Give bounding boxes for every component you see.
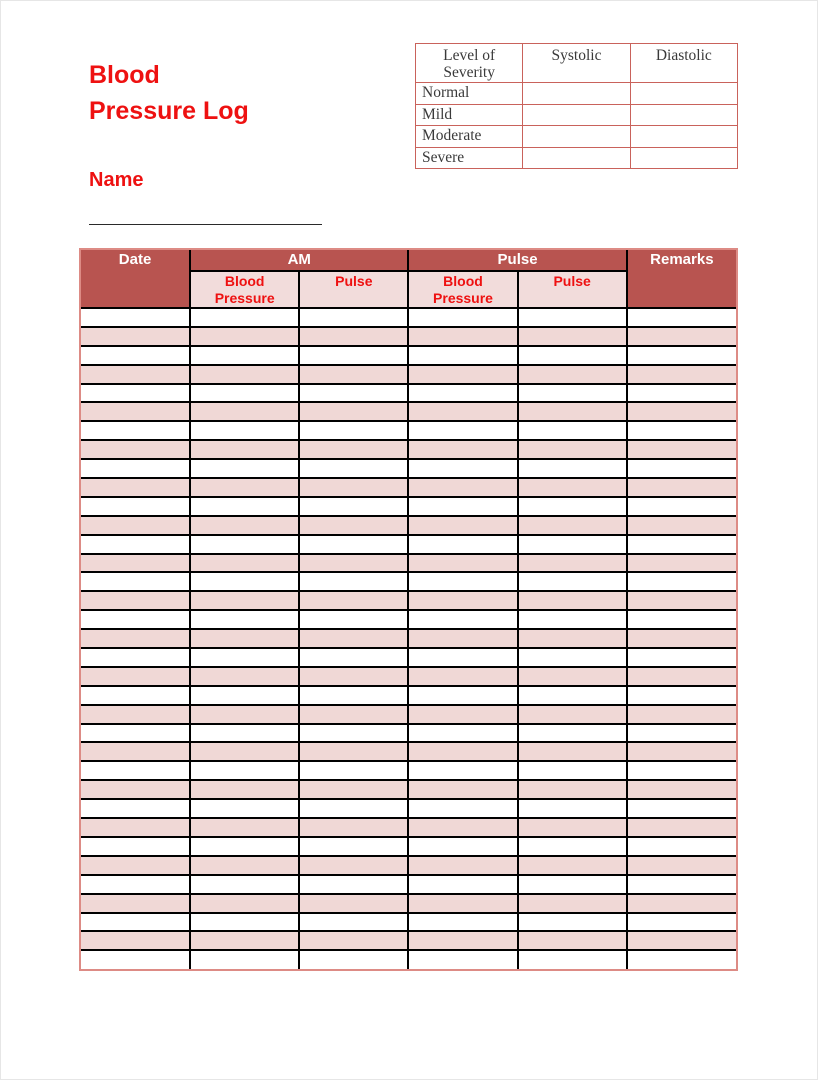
log-cell[interactable] [518, 742, 627, 761]
log-cell[interactable] [81, 459, 190, 478]
log-subheader-am-pulse: Pulse [299, 271, 408, 308]
name-label: Name [89, 169, 144, 191]
log-cell[interactable] [518, 308, 627, 327]
log-cell[interactable] [518, 705, 627, 724]
log-cell[interactable] [518, 667, 627, 686]
log-cell[interactable] [299, 667, 408, 686]
log-cell[interactable] [518, 913, 627, 932]
log-subheader-pm-blood-pressure: Blood Pressure [408, 271, 517, 308]
log-row [81, 384, 736, 403]
log-cell[interactable] [627, 610, 736, 629]
log-cell[interactable] [81, 950, 190, 969]
log-cell[interactable] [627, 384, 736, 403]
log-cell[interactable] [81, 705, 190, 724]
log-cell[interactable] [627, 667, 736, 686]
severity-header-systolic: Systolic [523, 44, 630, 83]
log-row [81, 610, 736, 629]
log-cell[interactable] [518, 837, 627, 856]
log-cell[interactable] [627, 459, 736, 478]
log-cell[interactable] [81, 327, 190, 346]
log-cell[interactable] [81, 799, 190, 818]
log-cell[interactable] [627, 742, 736, 761]
log-cell[interactable] [408, 591, 517, 610]
log-cell[interactable] [81, 591, 190, 610]
log-cell[interactable] [81, 837, 190, 856]
log-cell[interactable] [81, 629, 190, 648]
log-cell[interactable] [627, 497, 736, 516]
log-cell[interactable] [408, 554, 517, 573]
log-cell[interactable] [81, 894, 190, 913]
log-row [81, 837, 736, 856]
log-cell[interactable] [190, 818, 299, 837]
log-row [81, 780, 736, 799]
log-row [81, 686, 736, 705]
log-cell[interactable] [190, 761, 299, 780]
log-cell[interactable] [81, 724, 190, 743]
log-subheader-am-blood-pressure: Blood Pressure [190, 271, 299, 308]
log-cell[interactable] [408, 421, 517, 440]
severity-table-body [416, 83, 738, 169]
log-cell[interactable] [518, 572, 627, 591]
log-cell[interactable] [299, 799, 408, 818]
log-row [81, 516, 736, 535]
severity-level-label: Moderate [416, 126, 523, 148]
log-cell[interactable] [190, 440, 299, 459]
log-cell[interactable] [81, 402, 190, 421]
log-cell[interactable] [299, 591, 408, 610]
log-cell[interactable] [518, 365, 627, 384]
log-cell[interactable] [627, 799, 736, 818]
log-cell[interactable] [518, 894, 627, 913]
log-cell[interactable] [299, 648, 408, 667]
log-cell[interactable] [81, 648, 190, 667]
log-cell[interactable] [190, 346, 299, 365]
log-cell[interactable] [408, 799, 517, 818]
log-cell[interactable] [518, 724, 627, 743]
log-cell[interactable] [81, 440, 190, 459]
log-cell[interactable] [408, 931, 517, 950]
log-cell[interactable] [190, 931, 299, 950]
log-cell[interactable] [190, 421, 299, 440]
log-row [81, 894, 736, 913]
severity-diastolic-cell[interactable] [630, 147, 737, 169]
log-cell[interactable] [408, 440, 517, 459]
log-cell[interactable] [81, 931, 190, 950]
log-cell[interactable] [190, 591, 299, 610]
log-cell[interactable] [81, 818, 190, 837]
log-cell[interactable] [627, 440, 736, 459]
log-cell[interactable] [518, 686, 627, 705]
log-cell[interactable] [299, 478, 408, 497]
severity-row [416, 147, 738, 169]
log-cell[interactable] [190, 629, 299, 648]
log-row [81, 308, 736, 327]
log-cell[interactable] [190, 365, 299, 384]
log-cell[interactable] [627, 572, 736, 591]
log-cell[interactable] [518, 931, 627, 950]
log-cell[interactable] [299, 780, 408, 799]
log-cell[interactable] [81, 554, 190, 573]
log-cell[interactable] [408, 384, 517, 403]
log-cell[interactable] [190, 742, 299, 761]
log-cell[interactable] [627, 894, 736, 913]
log-cell[interactable] [627, 761, 736, 780]
log-cell[interactable] [81, 572, 190, 591]
log-cell[interactable] [190, 856, 299, 875]
log-cell[interactable] [299, 931, 408, 950]
log-cell[interactable] [518, 327, 627, 346]
log-cell[interactable] [190, 837, 299, 856]
log-cell[interactable] [190, 799, 299, 818]
log-cell[interactable] [190, 705, 299, 724]
log-cell[interactable] [408, 667, 517, 686]
log-cell[interactable] [627, 648, 736, 667]
log-row [81, 421, 736, 440]
log-cell[interactable] [190, 667, 299, 686]
log-cell[interactable] [299, 535, 408, 554]
severity-level-label: Severe [416, 147, 523, 169]
log-row [81, 667, 736, 686]
log-cell[interactable] [518, 761, 627, 780]
log-header-date: Date [81, 250, 190, 308]
log-cell[interactable] [408, 629, 517, 648]
log-row [81, 535, 736, 554]
log-row [81, 875, 736, 894]
severity-diastolic-cell[interactable] [630, 83, 737, 105]
log-cell[interactable] [627, 308, 736, 327]
log-cell[interactable] [518, 440, 627, 459]
log-cell[interactable] [518, 554, 627, 573]
log-cell[interactable] [408, 516, 517, 535]
log-row [81, 856, 736, 875]
log-cell[interactable] [627, 535, 736, 554]
log-cell[interactable] [518, 459, 627, 478]
severity-header-row [416, 44, 738, 83]
log-row [81, 346, 736, 365]
log-cell[interactable] [190, 384, 299, 403]
severity-row [416, 126, 738, 148]
log-cell[interactable] [299, 856, 408, 875]
log-cell[interactable] [299, 818, 408, 837]
severity-systolic-cell[interactable] [523, 104, 630, 126]
log-cell[interactable] [408, 648, 517, 667]
log-cell[interactable] [299, 384, 408, 403]
log-cell[interactable] [408, 459, 517, 478]
log-cell[interactable] [299, 327, 408, 346]
log-row [81, 913, 736, 932]
log-cell[interactable] [408, 535, 517, 554]
log-cell[interactable] [190, 554, 299, 573]
page-title [89, 57, 249, 129]
log-cell[interactable] [627, 818, 736, 837]
log-row [81, 459, 736, 478]
log-cell[interactable] [299, 421, 408, 440]
log-cell[interactable] [299, 686, 408, 705]
log-cell[interactable] [190, 950, 299, 969]
log-row [81, 402, 736, 421]
severity-row [416, 83, 738, 105]
log-cell[interactable] [518, 856, 627, 875]
log-cell[interactable] [299, 554, 408, 573]
severity-level-label: Mild [416, 104, 523, 126]
page-title-line1: Blood [89, 61, 160, 89]
severity-systolic-cell[interactable] [523, 83, 630, 105]
log-row [81, 799, 736, 818]
log-cell[interactable] [627, 875, 736, 894]
log-cell[interactable] [299, 402, 408, 421]
log-cell[interactable] [518, 478, 627, 497]
log-cell[interactable] [190, 308, 299, 327]
severity-header-level: Level of Severity [416, 44, 523, 83]
log-cell[interactable] [81, 742, 190, 761]
log-cell[interactable] [299, 894, 408, 913]
log-cell[interactable] [627, 327, 736, 346]
log-cell[interactable] [299, 440, 408, 459]
log-cell[interactable] [190, 686, 299, 705]
log-header-am: AM [190, 250, 408, 271]
log-cell[interactable] [81, 516, 190, 535]
log-cell[interactable] [518, 346, 627, 365]
log-cell[interactable] [81, 761, 190, 780]
log-cell[interactable] [81, 913, 190, 932]
log-cell[interactable] [81, 535, 190, 554]
log-cell[interactable] [408, 894, 517, 913]
log-cell[interactable] [408, 327, 517, 346]
log-row [81, 327, 736, 346]
log-cell[interactable] [518, 402, 627, 421]
log-cell[interactable] [627, 516, 736, 535]
log-row [81, 950, 736, 969]
severity-diastolic-cell[interactable] [630, 126, 737, 148]
log-cell[interactable] [627, 724, 736, 743]
log-cell[interactable] [299, 913, 408, 932]
log-cell[interactable] [190, 913, 299, 932]
severity-diastolic-cell[interactable] [630, 104, 737, 126]
log-table-body [81, 308, 736, 969]
log-row [81, 440, 736, 459]
log-header-group-row [81, 250, 736, 271]
log-cell[interactable] [190, 875, 299, 894]
log-cell[interactable] [408, 742, 517, 761]
log-cell[interactable] [81, 780, 190, 799]
log-header-pulse-group: Pulse [408, 250, 626, 271]
log-cell[interactable] [408, 365, 517, 384]
log-cell[interactable] [627, 554, 736, 573]
log-cell[interactable] [518, 497, 627, 516]
log-subheader-pm-pulse: Pulse [518, 271, 627, 308]
bp-log-table-frame [79, 248, 738, 971]
log-cell[interactable] [81, 365, 190, 384]
log-cell[interactable] [518, 875, 627, 894]
log-cell[interactable] [190, 535, 299, 554]
log-cell[interactable] [627, 365, 736, 384]
log-cell[interactable] [299, 308, 408, 327]
log-cell[interactable] [408, 950, 517, 969]
log-cell[interactable] [408, 705, 517, 724]
log-row [81, 705, 736, 724]
log-cell[interactable] [190, 610, 299, 629]
log-cell[interactable] [627, 837, 736, 856]
log-cell[interactable] [81, 478, 190, 497]
log-cell[interactable] [81, 421, 190, 440]
log-row [81, 478, 736, 497]
log-cell[interactable] [190, 497, 299, 516]
log-cell[interactable] [81, 856, 190, 875]
severity-header-diastolic: Diastolic [630, 44, 737, 83]
log-cell[interactable] [408, 837, 517, 856]
log-cell[interactable] [190, 327, 299, 346]
log-cell[interactable] [408, 497, 517, 516]
log-cell[interactable] [190, 572, 299, 591]
log-row [81, 591, 736, 610]
log-cell[interactable] [408, 308, 517, 327]
log-row [81, 742, 736, 761]
log-cell[interactable] [518, 648, 627, 667]
log-cell[interactable] [81, 610, 190, 629]
log-cell[interactable] [299, 875, 408, 894]
log-cell[interactable] [299, 459, 408, 478]
log-cell[interactable] [627, 913, 736, 932]
log-cell[interactable] [627, 591, 736, 610]
log-cell[interactable] [190, 516, 299, 535]
name-input-line[interactable] [89, 201, 322, 225]
log-cell[interactable] [299, 497, 408, 516]
log-cell[interactable] [518, 818, 627, 837]
log-cell[interactable] [627, 402, 736, 421]
log-cell[interactable] [518, 950, 627, 969]
severity-level-label: Normal [416, 83, 523, 105]
log-cell[interactable] [190, 894, 299, 913]
log-cell[interactable] [81, 384, 190, 403]
log-cell[interactable] [81, 308, 190, 327]
log-cell[interactable] [408, 686, 517, 705]
log-cell[interactable] [299, 572, 408, 591]
log-cell[interactable] [627, 478, 736, 497]
log-cell[interactable] [81, 667, 190, 686]
log-cell[interactable] [518, 780, 627, 799]
log-cell[interactable] [408, 856, 517, 875]
log-cell[interactable] [408, 724, 517, 743]
log-cell[interactable] [627, 931, 736, 950]
log-row [81, 724, 736, 743]
log-cell[interactable] [627, 686, 736, 705]
log-cell[interactable] [518, 591, 627, 610]
severity-systolic-cell[interactable] [523, 126, 630, 148]
log-cell[interactable] [299, 724, 408, 743]
log-cell[interactable] [408, 610, 517, 629]
log-cell[interactable] [81, 346, 190, 365]
log-cell[interactable] [81, 875, 190, 894]
log-cell[interactable] [518, 629, 627, 648]
log-cell[interactable] [627, 705, 736, 724]
log-row [81, 572, 736, 591]
log-cell[interactable] [408, 913, 517, 932]
log-cell[interactable] [190, 724, 299, 743]
log-cell[interactable] [408, 780, 517, 799]
log-cell[interactable] [408, 761, 517, 780]
log-cell[interactable] [518, 535, 627, 554]
log-cell[interactable] [627, 421, 736, 440]
log-cell[interactable] [408, 818, 517, 837]
log-cell[interactable] [190, 648, 299, 667]
log-row [81, 365, 736, 384]
log-cell[interactable] [81, 686, 190, 705]
log-cell[interactable] [299, 705, 408, 724]
log-cell[interactable] [518, 610, 627, 629]
log-cell[interactable] [518, 516, 627, 535]
log-cell[interactable] [190, 459, 299, 478]
log-cell[interactable] [299, 365, 408, 384]
log-cell[interactable] [408, 402, 517, 421]
log-row [81, 761, 736, 780]
log-cell[interactable] [299, 950, 408, 969]
log-row [81, 497, 736, 516]
severity-row [416, 104, 738, 126]
log-cell[interactable] [299, 346, 408, 365]
log-row [81, 648, 736, 667]
log-cell[interactable] [190, 780, 299, 799]
log-cell[interactable] [627, 780, 736, 799]
log-row [81, 818, 736, 837]
severity-table [415, 43, 738, 169]
log-cell[interactable] [518, 421, 627, 440]
log-header-remarks: Remarks [627, 250, 736, 308]
log-cell[interactable] [190, 478, 299, 497]
log-cell[interactable] [299, 610, 408, 629]
log-cell[interactable] [408, 572, 517, 591]
log-cell[interactable] [518, 384, 627, 403]
page-title-line2: Pressure Log [89, 97, 249, 125]
log-cell[interactable] [408, 346, 517, 365]
log-cell[interactable] [81, 497, 190, 516]
log-cell[interactable] [627, 856, 736, 875]
log-cell[interactable] [627, 629, 736, 648]
log-row [81, 554, 736, 573]
log-cell[interactable] [299, 516, 408, 535]
log-row [81, 931, 736, 950]
log-cell[interactable] [627, 950, 736, 969]
log-cell[interactable] [299, 629, 408, 648]
log-cell[interactable] [408, 875, 517, 894]
log-row [81, 629, 736, 648]
log-cell[interactable] [190, 402, 299, 421]
log-cell[interactable] [299, 761, 408, 780]
bp-log-table [81, 250, 736, 969]
log-cell[interactable] [518, 799, 627, 818]
severity-systolic-cell[interactable] [523, 147, 630, 169]
log-cell[interactable] [627, 346, 736, 365]
log-cell[interactable] [299, 742, 408, 761]
log-cell[interactable] [299, 837, 408, 856]
log-cell[interactable] [408, 478, 517, 497]
